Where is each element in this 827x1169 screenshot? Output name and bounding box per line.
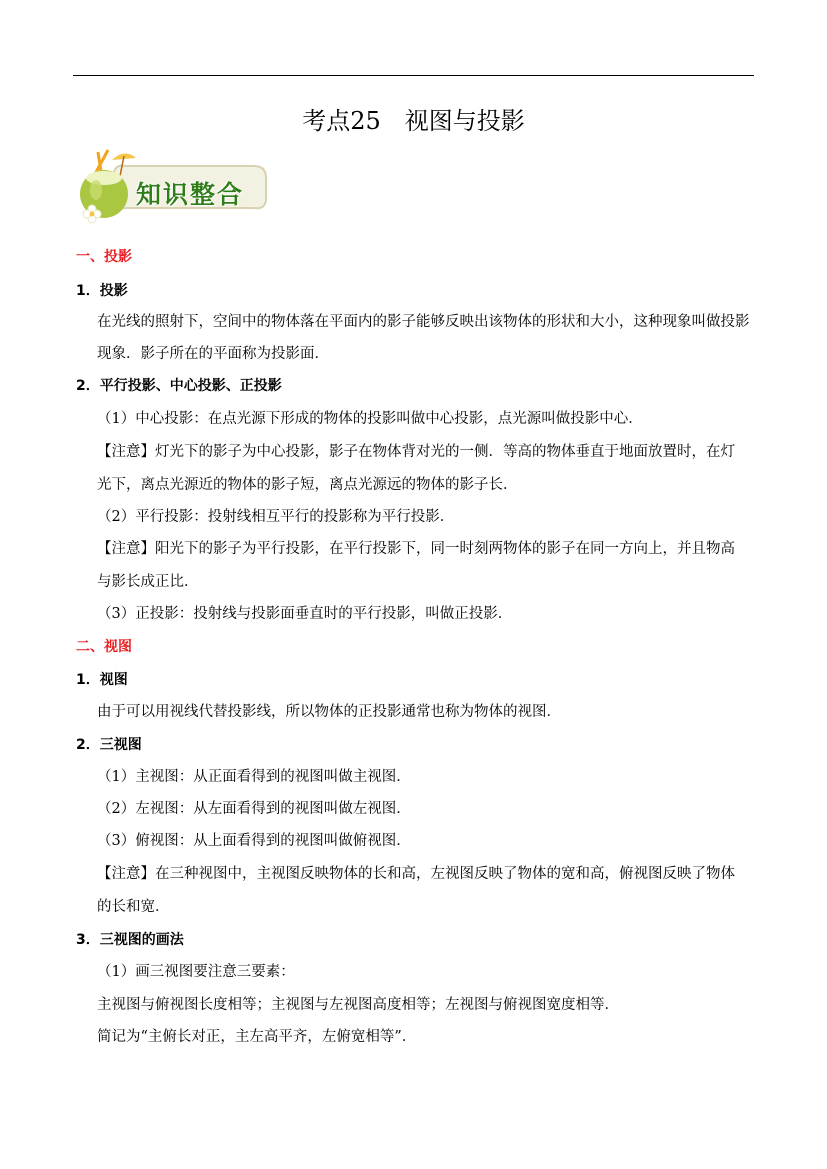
paragraph: （2）左视图：从左面看得到的视图叫做左视图． (97, 801, 411, 817)
note-paragraph: 【注意】灯光下的影子为中心投影，影子在物体背对光的一侧．等高的物体垂直于地面放置时，在灯 (97, 444, 735, 460)
paragraph: 简记为“主俯长对正，主左高平齐，左俯宽相等”． (97, 1029, 417, 1045)
paragraph: （1）主视图：从正面看得到的视图叫做主视图． (97, 769, 411, 785)
paragraph: 的长和宽． (97, 899, 170, 915)
paragraph: （2）平行投影：投射线相互平行的投影称为平行投影． (97, 509, 455, 525)
paragraph: 主视图与俯视图长度相等；主视图与左视图高度相等；左视图与俯视图宽度相等． (97, 997, 619, 1013)
paragraph: 现象．影子所在的平面称为投影面． (97, 346, 329, 362)
paragraph: 在光线的照射下，空间中的物体落在平面内的影子能够反映出该物体的形状和大小，这种现象叫做投影 (97, 314, 750, 330)
paragraph: 与影长成正比． (97, 574, 199, 590)
subheading-projection: 1．投影 (76, 283, 128, 299)
paragraph: （1）中心投影：在点光源下形成的物体的投影叫做中心投影，点光源叫做投影中心． (97, 411, 643, 427)
header-rule (73, 75, 754, 76)
paragraph: （3）俯视图：从上面看得到的视图叫做俯视图． (97, 833, 411, 849)
paragraph: （3）正投影：投射线与投影面垂直时的平行投影，叫做正投影． (97, 606, 513, 622)
knowledge-badge (74, 146, 269, 224)
paragraph: （1）画三视图要注意三要素： (97, 964, 295, 980)
note-paragraph: 【注意】在三种视图中，主视图反映物体的长和高，左视图反映了物体的宽和高，俯视图反映了物体 (97, 866, 735, 882)
subheading-projection-types: 2．平行投影、中心投影、正投影 (76, 378, 282, 394)
subheading-three-views: 2．三视图 (76, 737, 142, 753)
section-heading-projection: 一、投影 (76, 249, 132, 265)
section-heading-views: 二、视图 (76, 639, 132, 655)
page-title: 考点25 视图与投影 (302, 107, 525, 135)
subheading-view: 1．视图 (76, 672, 128, 688)
note-paragraph: 【注意】阳光下的影子为平行投影，在平行投影下，同一时刻两物体的影子在同一方向上，并且物高 (97, 541, 735, 557)
paragraph: 光下，离点光源近的物体的影子短，离点光源远的物体的影子长． (97, 477, 518, 493)
paragraph: 由于可以用视线代替投影线，所以物体的正投影通常也称为物体的视图． (97, 704, 561, 720)
badge-text: 知识整合 (136, 180, 245, 209)
subheading-drawing-method: 3．三视图的画法 (76, 932, 184, 948)
